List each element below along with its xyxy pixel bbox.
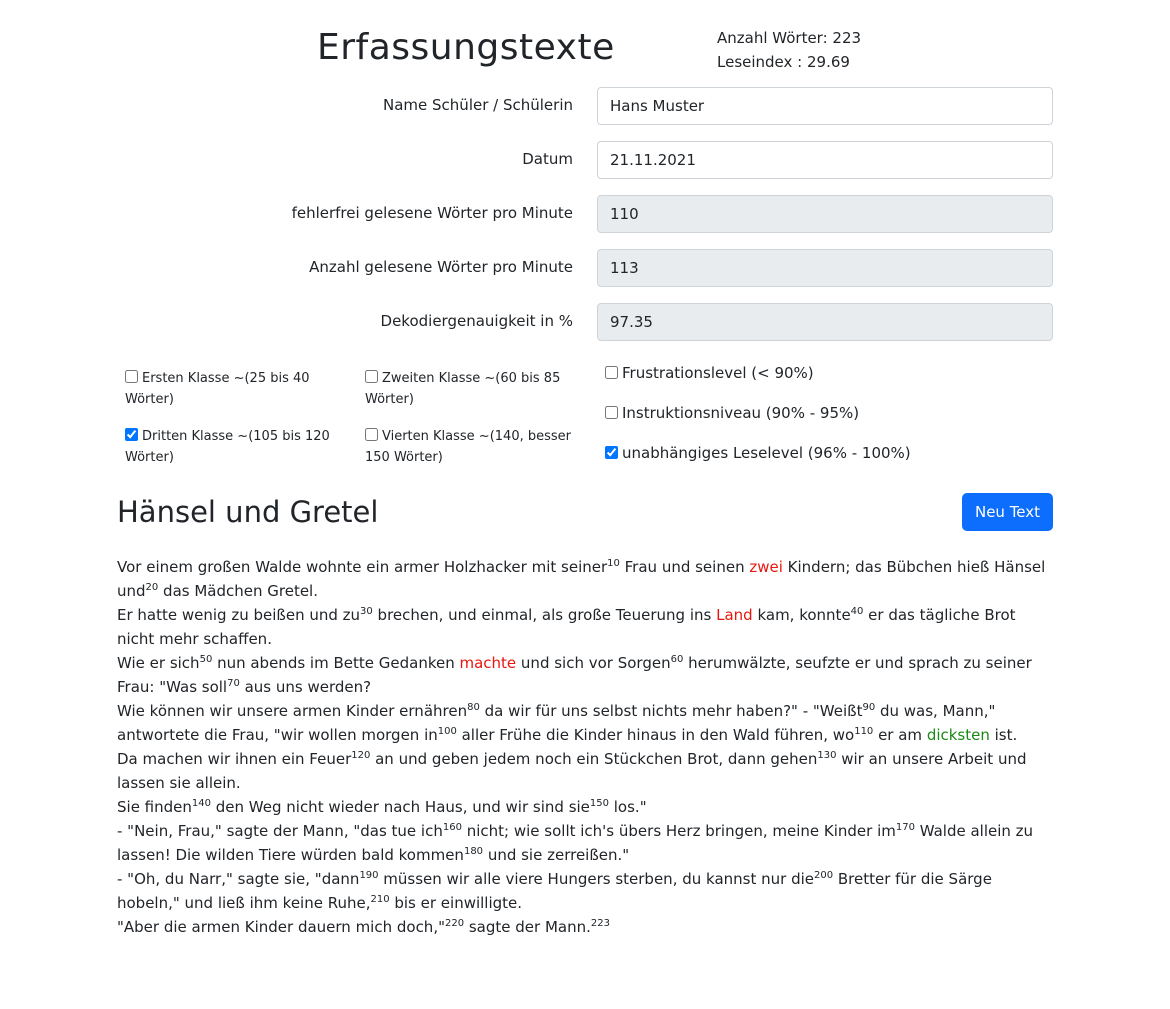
level-frustration-checkbox[interactable]	[605, 366, 618, 379]
story-sentence	[117, 747, 1053, 795]
text-segment: den Weg nicht wieder nach Haus, und wir sind sie	[211, 798, 590, 816]
grade-4-label: Vierten Klasse ~(140, besser 150 Wörter)	[365, 429, 571, 465]
text-segment: da wir für uns selbst nichts mehr haben?" - "Weißt	[479, 702, 863, 720]
story-text	[117, 555, 1053, 939]
story-sentence	[117, 795, 1053, 819]
word-count-marker: 150	[589, 798, 609, 809]
text-segment: los."	[609, 798, 647, 816]
story-sentence	[117, 915, 1053, 939]
story-sentence	[117, 699, 1053, 747]
text-segment: aller Frühe die Kinder hinaus in den Wald führen, wo	[456, 726, 855, 744]
text-segment: Sie finden	[117, 798, 192, 816]
text-segment: Walde allein zu lassen! Die wilden Tiere würden bald kommen	[117, 822, 1034, 864]
read-words-row	[117, 249, 1053, 287]
new-text-button[interactable]: Neu Text	[962, 493, 1053, 531]
date-label: Datum	[522, 150, 573, 168]
read-words-label: Anzahl gelesene Wörter pro Minute	[309, 258, 573, 276]
text-segment: kam, konnte	[752, 606, 851, 624]
word-count-marker: 80	[467, 702, 480, 713]
text-segment: müssen wir alle viere Hungers sterben, du kannst nur die	[378, 870, 814, 888]
accuracy-row	[117, 303, 1053, 341]
grade-3-option[interactable]	[125, 426, 340, 468]
word-count-marker: 70	[227, 678, 240, 689]
word-count-marker: 220	[445, 918, 465, 929]
grade-4-option[interactable]	[365, 426, 580, 468]
grade-2-checkbox[interactable]	[365, 370, 378, 383]
date-row	[117, 141, 1053, 179]
word-count-marker: 10	[607, 558, 620, 569]
correct-words-field[interactable]	[597, 195, 1053, 233]
name-label: Name Schüler / Schülerin	[383, 96, 573, 114]
text-segment: er das tägliche Brot nicht mehr schaffen.	[117, 606, 1016, 648]
text-segment: an und geben jedem noch ein Stückchen Brot, dann gehen	[370, 750, 818, 768]
accuracy-field[interactable]	[597, 303, 1053, 341]
word-count-marker: 120	[351, 750, 371, 761]
grade-1-label: Ersten Klasse ~(25 bis 40 Wörter)	[125, 371, 310, 407]
text-segment: Er hatte wenig zu beißen und zu	[117, 606, 361, 624]
correct-words-label: fehlerfrei gelesene Wörter pro Minute	[291, 204, 573, 222]
story-sentence	[117, 603, 1053, 651]
level-instruction-checkbox[interactable]	[605, 406, 618, 419]
word-count-marker: 90	[862, 702, 876, 713]
text-segment: aus uns werden?	[239, 678, 372, 696]
word-count-marker: 110	[854, 726, 874, 737]
text-segment: und sie zerreißen."	[483, 846, 630, 864]
story-title: Hänsel und Gretel	[117, 495, 379, 529]
misread-word: machte	[459, 654, 517, 672]
word-count: Anzahl Wörter: 223	[717, 29, 862, 47]
accuracy-label: Dekodiergenauigkeit in %	[380, 312, 573, 330]
word-count-marker: 160	[442, 822, 462, 833]
grade-1-checkbox[interactable]	[125, 370, 138, 383]
grade-2-option[interactable]	[365, 368, 580, 410]
text-segment: und sich vor Sorgen	[516, 654, 671, 672]
stats-panel	[717, 26, 861, 74]
text-segment: - "Nein, Frau," sagte der Mann, "das tue ich	[117, 822, 443, 840]
text-segment: Bretter für die Särge hobeln," und ließ ihm keine Ruhe,	[117, 870, 992, 912]
word-count-marker: 180	[463, 846, 484, 857]
text-segment: das Mädchen Gretel.	[158, 582, 318, 600]
word-count-marker: 20	[145, 582, 159, 593]
grade-3-label: Dritten Klasse ~(105 bis 120 Wörter)	[125, 429, 330, 465]
text-segment: er am	[873, 726, 927, 744]
level-frustration-option[interactable]	[605, 362, 814, 384]
level-independent-option[interactable]	[605, 442, 911, 464]
text-segment: Kindern; das Bübchen hieß Hänsel und	[117, 558, 1046, 600]
word-count-marker: 190	[359, 870, 379, 881]
text-segment: ist.	[989, 726, 1018, 744]
word-count-marker: 170	[895, 822, 915, 833]
misread-word: dicksten	[926, 726, 990, 744]
text-segment: Wie können wir unsere armen Kinder ernähren	[117, 702, 468, 720]
level-instruction-option[interactable]	[605, 402, 859, 424]
text-segment: Da machen wir ihnen ein Feuer	[117, 750, 352, 768]
grade-2-label: Zweiten Klasse ~(60 bis 85 Wörter)	[365, 371, 561, 407]
misread-word: zwei	[749, 558, 783, 576]
read-words-field[interactable]	[597, 249, 1053, 287]
level-frustration-label: Frustrationslevel (< 90%)	[622, 364, 814, 382]
text-segment: wir an unsere Arbeit und lassen sie allein.	[117, 750, 1027, 792]
correct-words-row	[117, 195, 1053, 233]
page-title: Erfassungstexte	[317, 27, 615, 68]
story-sentence	[117, 819, 1053, 867]
word-count-marker: 30	[360, 606, 373, 617]
word-count-marker: 50	[199, 654, 213, 665]
grade-4-checkbox[interactable]	[365, 428, 378, 441]
name-input[interactable]	[597, 87, 1053, 125]
grade-3-checkbox[interactable]	[125, 428, 138, 441]
text-segment: Vor einem großen Walde wohnte ein armer Holzhacker mit seiner	[117, 558, 608, 576]
word-count-marker: 40	[850, 606, 864, 617]
text-segment: nicht; wie sollt ich's übers Herz bringen, meine Kinder im	[461, 822, 896, 840]
text-segment: "Aber die armen Kinder dauern mich doch,"	[117, 918, 445, 936]
word-count-marker: 140	[191, 798, 211, 809]
word-count-marker: 60	[670, 654, 684, 665]
word-count-marker: 200	[814, 870, 834, 881]
reading-index: Leseindex : 29.69	[717, 53, 850, 71]
text-segment: - "Oh, du Narr," sagte sie, "dann	[117, 870, 360, 888]
level-instruction-label: Instruktionsniveau (90% - 95%)	[622, 404, 860, 422]
text-segment: nun abends im Bette Gedanken	[212, 654, 460, 672]
word-count-marker: 100	[437, 726, 457, 737]
text-segment: Wie er sich	[117, 654, 200, 672]
word-count-marker: 130	[817, 750, 837, 761]
level-independent-checkbox[interactable]	[605, 446, 618, 459]
story-sentence	[117, 867, 1053, 915]
date-input[interactable]	[597, 141, 1053, 179]
grade-1-option[interactable]	[125, 368, 340, 410]
text-segment: herumwälzte, seufzte er und sprach zu seiner Frau: "Was soll	[117, 654, 1032, 696]
story-sentence	[117, 651, 1053, 699]
story-sentence	[117, 555, 1053, 603]
word-count-marker: 223	[590, 918, 610, 929]
misread-word: Land	[716, 606, 753, 624]
name-row	[117, 87, 1053, 125]
word-count-marker: 210	[370, 894, 390, 905]
text-segment: brechen, und einmal, als große Teuerung ins	[372, 606, 717, 624]
text-segment: sagte der Mann.	[464, 918, 591, 936]
text-segment: du was, Mann," antwortete die Frau, "wir wollen morgen in	[117, 702, 996, 744]
level-independent-label: unabhängiges Leselevel (96% - 100%)	[622, 444, 911, 462]
text-segment: Frau und seinen	[619, 558, 750, 576]
text-segment: bis er einwilligte.	[389, 894, 523, 912]
